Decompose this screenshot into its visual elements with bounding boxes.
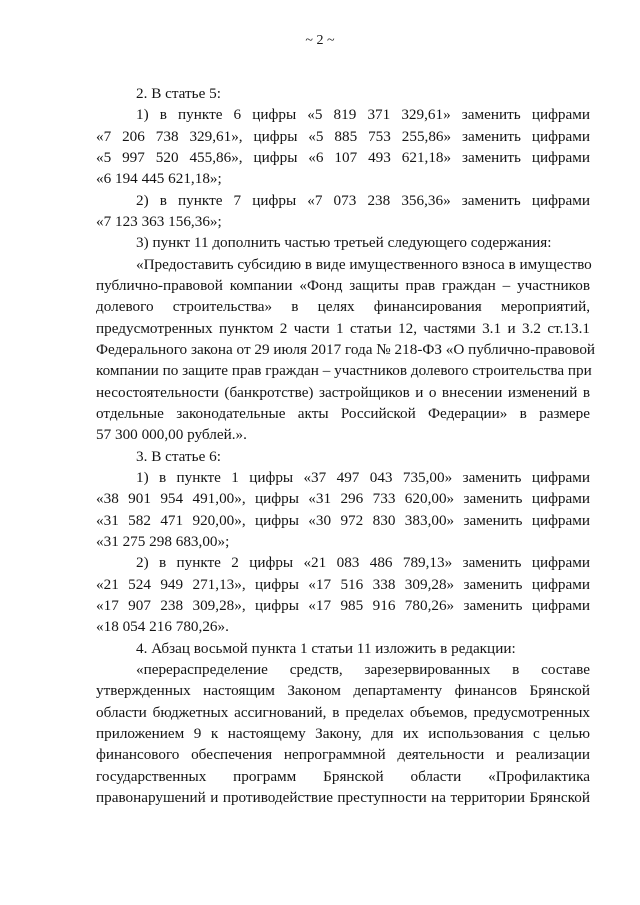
document-body (96, 83, 596, 808)
page-number: ~ 2 ~ (305, 33, 335, 48)
text-line: «6 194 445 621,18»; (96, 170, 222, 188)
text-line: 2) в пункте 2 цифры «21 083 486 789,13» заменить цифрами (136, 554, 590, 572)
text-line: области бюджетных ассигнований, в пределах объемов, предусмотренных (96, 703, 590, 721)
text-line: 2. В статье 5: (136, 85, 221, 102)
text-line: несостоятельности (банкротстве) застройщиков и о внесении изменений в (96, 383, 590, 401)
text-line: 2) в пункте 7 цифры «7 073 238 356,36» заменить цифрами (136, 191, 590, 209)
text-line: Федерального закона от 29 июля 2017 года № 218-ФЗ «О публично-правовой (96, 340, 596, 358)
text-line: «7 206 738 329,61», цифры «5 885 753 255,86» заменить цифрами (96, 127, 590, 145)
text-line: «31 275 298 683,00»; (96, 532, 230, 550)
text-line: «7 123 363 156,36»; (96, 212, 222, 230)
text-line: «38 901 954 491,00», цифры «31 296 733 620,00» заменить цифрами (96, 490, 590, 508)
text-line: «перераспределение средств, зарезервированных в составе (136, 660, 590, 678)
text-line: утвержденных настоящим Законом департаменту финансов Брянской (96, 682, 590, 700)
text-line: 4. Абзац восьмой пункта 1 статьи 11 изложить в редакции: (136, 639, 516, 657)
text-line: «21 524 949 271,13», цифры «17 516 338 309,28» заменить цифрами (96, 575, 590, 593)
text-line: предусмотренных пунктом 2 части 1 статьи 12, частями 3.1 и 3.2 ст.13.1 (96, 319, 590, 337)
text-line: 3) пункт 11 дополнить частью третьей следующего содержания: (136, 234, 552, 252)
text-line: «18 054 216 780,26». (96, 618, 229, 636)
text-line: государственных программ Брянской области «Профилактика (96, 767, 590, 785)
text-line: компании по защите прав граждан – участников долевого строительства при (96, 362, 592, 380)
text-line: 57 300 000,00 рублей.». (96, 426, 247, 444)
text-line: финансового обеспечения непрограммной деятельности и реализации (96, 746, 590, 764)
text-line: «31 582 471 920,00», цифры «30 972 830 383,00» заменить цифрами (96, 511, 590, 529)
text-line: правонарушений и противодействие преступности на территории Брянской (96, 788, 590, 806)
text-line: 1) в пункте 1 цифры «37 497 043 735,00» заменить цифрами (136, 468, 590, 486)
text-line: приложением 9 к настоящему Закону, для их использования с целью (96, 724, 590, 742)
text-line: 1) в пункте 6 цифры «5 819 371 329,61» заменить цифрами (136, 106, 590, 124)
text-line: «5 997 520 455,86», цифры «6 107 493 621,18» заменить цифрами (96, 148, 590, 166)
text-line: 3. В статье 6: (136, 447, 221, 465)
text-line: «17 907 238 309,28», цифры «17 985 916 780,26» заменить цифрами (96, 596, 590, 614)
text-line: долевого строительства» в целях финансирования мероприятий, (96, 298, 590, 316)
text-line: публично-правовой компании «Фонд защиты прав граждан – участников (96, 276, 590, 294)
text-line: «Предоставить субсидию в виде имущественного взноса в имущество (136, 255, 592, 273)
text-line: отдельные законодательные акты Российской Федерации» в размере (96, 404, 590, 422)
